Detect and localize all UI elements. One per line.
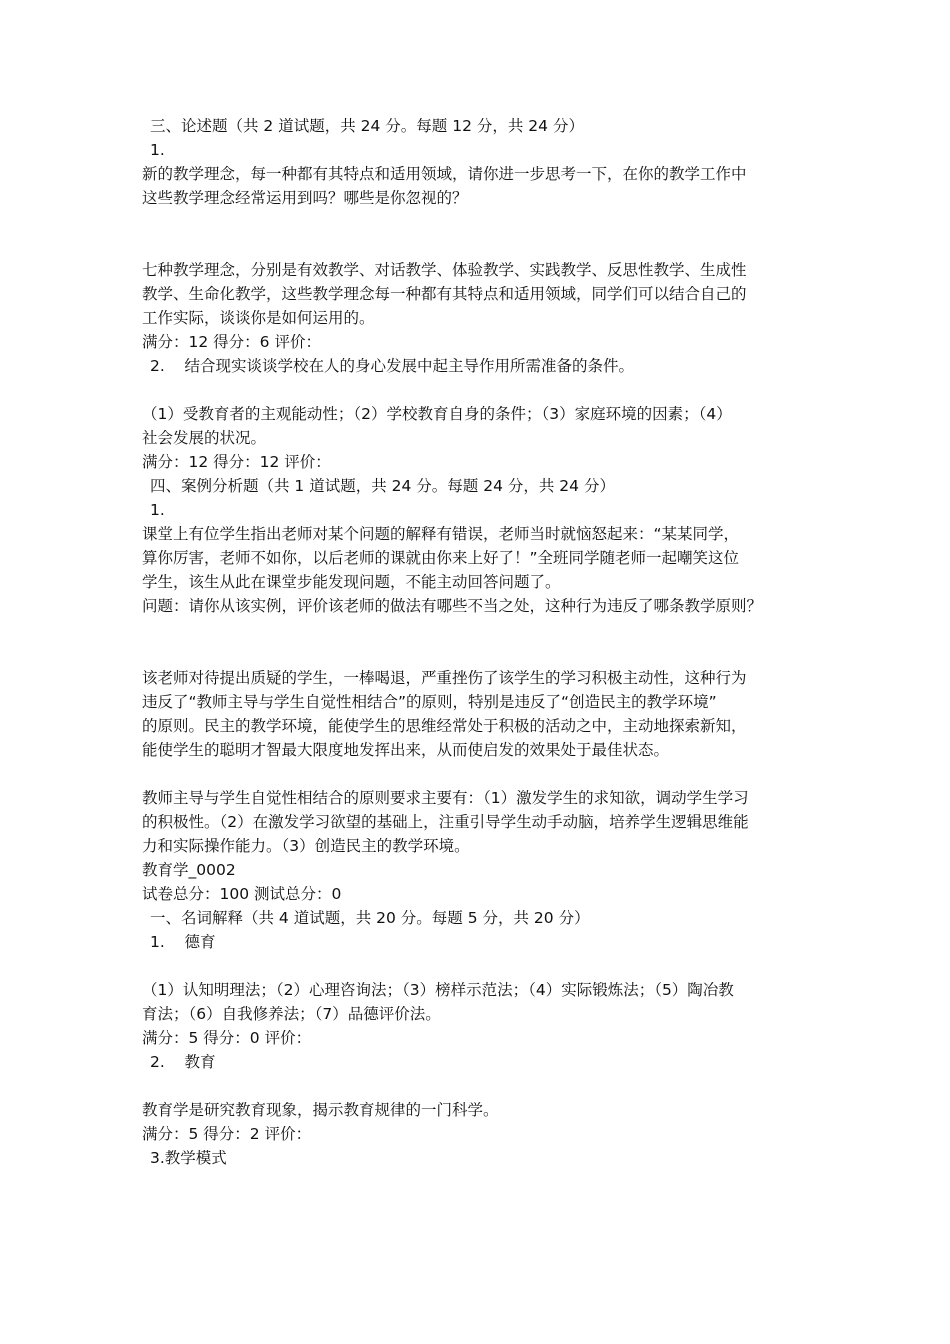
question-line: 新的教学理念，每一种都有其特点和适用领域，请你进一步思考一下，在你的教学工作中 bbox=[142, 165, 747, 183]
section3-q2-answer bbox=[142, 402, 832, 450]
case-line: 算你厉害，老师不如你，以后老师的课就由你来上好了！”全班同学随老师一起嘲笑这位 bbox=[142, 549, 740, 567]
section3-q1-answer bbox=[142, 258, 832, 330]
exam2-q1-score: 满分：5 得分：0 评价： bbox=[142, 1029, 312, 1047]
section4-q1-case bbox=[142, 522, 832, 618]
section3-header: 三、论述题（共 2 道试题，共 24 分。每题 12 分，共 24 分） bbox=[150, 117, 584, 135]
section3-q1-score: 满分：12 得分：6 评价： bbox=[142, 333, 321, 351]
question-number: 2. bbox=[150, 357, 165, 375]
exam2-q2-score: 满分：5 得分：2 评价： bbox=[142, 1125, 312, 1143]
answer-line: 力和实际操作能力。（3）创造民主的教学环境。 bbox=[142, 837, 470, 855]
exam2-section1-header: 一、名词解释（共 4 道试题，共 20 分。每题 5 分，共 20 分） bbox=[150, 909, 590, 927]
term-text: 德育 bbox=[184, 933, 216, 951]
exam2-q1-answer bbox=[142, 978, 832, 1026]
answer-line: 能使学生的聪明才智最大限度地发挥出来，从而使启发的效果处于最佳状态。 bbox=[142, 741, 670, 759]
answer-line: 的原则。民主的教学环境，能使学生的思维经常处于积极的活动之中，主动地探索新知， bbox=[142, 717, 747, 735]
answer-line: 七种教学理念，分别是有效教学、对话教学、体验教学、实践教学、反思性教学、生成性 bbox=[142, 261, 747, 279]
question-text: 结合现实谈谈学校在人的身心发展中起主导作用所需准备的条件。 bbox=[184, 357, 635, 375]
answer-line: 该老师对待提出质疑的学生，一棒喝退，严重挫伤了该学生的学习积极主动性，这种行为 bbox=[142, 669, 747, 687]
answer-line: 违反了“教师主导与学生自觉性相结合”的原则，特别是违反了“创造民主的教学环境” bbox=[142, 693, 717, 711]
document-content bbox=[142, 114, 832, 1170]
section4-q1-answer-paragraph-2 bbox=[142, 786, 832, 858]
section3-q2-score: 满分：12 得分：12 评价： bbox=[142, 453, 331, 471]
exam2-totals: 试卷总分：100 测试总分：0 bbox=[142, 885, 342, 903]
section3-q1-question bbox=[142, 162, 832, 210]
question-line: 这些教学理念经常运用到吗？哪些是你忽视的？ bbox=[142, 189, 468, 207]
section3-q2-question bbox=[142, 354, 832, 378]
answer-line: 育法；（6）自我修养法；（7）品德评价法。 bbox=[142, 1005, 441, 1023]
question-number: 2. bbox=[150, 1053, 165, 1071]
case-line: 学生，该生从此在课堂步能发现问题，不能主动回答问题了。 bbox=[142, 573, 561, 591]
section3-q1-number: 1. bbox=[150, 141, 165, 159]
exam2-q3-term: 3.教学模式 bbox=[150, 1149, 227, 1167]
question-number: 1. bbox=[150, 933, 165, 951]
answer-line: （1）受教育者的主观能动性；（2）学校教育自身的条件；（3）家庭环境的因素；（4） bbox=[142, 405, 732, 423]
section4-header: 四、案例分析题（共 1 道试题，共 24 分。每题 24 分，共 24 分） bbox=[150, 477, 615, 495]
answer-line: 社会发展的状况。 bbox=[142, 429, 267, 447]
exam2-title: 教育学_0002 bbox=[142, 861, 236, 879]
exam2-q2-answer: 教育学是研究教育现象，揭示教育规律的一门科学。 bbox=[142, 1101, 499, 1119]
section4-q1-number: 1. bbox=[150, 501, 165, 519]
case-line: 问题：请你从该实例，评价该老师的做法有哪些不当之处，这种行为违反了哪条教学原则？ bbox=[142, 597, 763, 615]
answer-line: （1）认知明理法；（2）心理咨询法；（3）榜样示范法；（4）实际锻炼法；（5）陶冶教 bbox=[142, 981, 734, 999]
exam2-q2-term bbox=[142, 1050, 832, 1074]
section4-q1-answer-paragraph-1 bbox=[142, 666, 832, 762]
answer-line: 教师主导与学生自觉性相结合的原则要求主要有：（1）激发学生的求知欲，调动学生学习 bbox=[142, 789, 749, 807]
answer-line: 的积极性。（2）在激发学习欲望的基础上，注重引导学生动手动脑，培养学生逻辑思维能 bbox=[142, 813, 749, 831]
term-text: 教育 bbox=[184, 1053, 216, 1071]
exam2-q1-term bbox=[142, 930, 832, 954]
case-line: 课堂上有位学生指出老师对某个问题的解释有错误，老师当时就恼怒起来：“某某同学， bbox=[142, 525, 740, 543]
answer-line: 工作实际，谈谈你是如何运用的。 bbox=[142, 309, 375, 327]
answer-line: 教学、生命化教学，这些教学理念每一种都有其特点和适用领域，同学们可以结合自己的 bbox=[142, 285, 747, 303]
